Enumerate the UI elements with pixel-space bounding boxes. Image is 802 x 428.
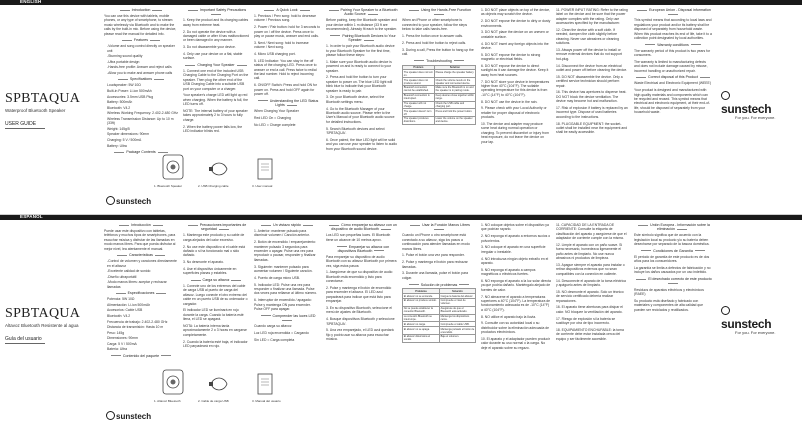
list-item: Bluetooth: V4.2: [107, 313, 131, 318]
usb-cable-icon: [208, 373, 230, 395]
list-item: Wireless Transmission Distance: Up to 10 m (33ft): [107, 116, 174, 126]
footer-brand-name: sunstech: [116, 412, 152, 421]
paragraph: 8. NO utilice el aparato bajo la lluvia.: [481, 314, 537, 319]
paragraph: 1. Mantenga este producto y su cable de carga alejados del calor excesivo.: [183, 233, 245, 242]
paragraph: 5. DO NOT expose the device to strong magnetic or electrical fields.: [481, 52, 541, 62]
list-item: Wireless Working Frequency: 2.402-2.480 GHz: [107, 111, 178, 116]
paragraph: 17. Risk of explosion if battery is replaced by an incorrect type. Dispose of used batteries according to the instructions.: [556, 106, 628, 119]
paragraph: 1. Keep the product and its charging cables away from extreme heat.: [183, 18, 249, 27]
brand-logo: [721, 303, 779, 331]
text-column: [183, 223, 249, 351]
paragraph: Para emparejar su dispositivo de audio Bluetooth con su altavoz Bluetooth por primera vez, siga estos pasos:: [326, 254, 397, 268]
paragraph: The warranty is limited to manufacturing defects and does not include damage caused by misuse, incorrect handling or unauthorized repair.: [634, 59, 708, 73]
section-heading: A Quick Look: [254, 8, 320, 12]
text-column: [556, 8, 628, 137]
list-item: Accesorios: Cable USB: [107, 308, 143, 313]
table-row: [403, 117, 476, 125]
paragraph: 8. DO NOT use the device in the rain.: [481, 99, 538, 104]
paragraph: 9. Consulte con su autoridad local o su distribuidor sobre la eliminación adecuada de productos electrónicos.: [481, 321, 550, 335]
language-bar: [0, 0, 802, 5]
paragraph: 3. Durante una llamada, pulse el botón para colgar.: [402, 271, 468, 280]
paragraph: 11. CAPACIDAD DE LA ENTRADA DE CORRIENTE: Consulte la etiqueta de clasificación del aparato y asegúrese de que el adaptador de corriente cumple con la misma.: [556, 223, 627, 241]
list-item: Frecuencia de trabajo: 2.402-2.480 GHz: [107, 319, 168, 324]
paragraph: 1. Make sure your Bluetooth audio device is powered on and is ready to connect to your speaker.: [326, 59, 392, 73]
table-cell: Compruebe el nivel de volumen.: [439, 299, 475, 307]
table-cell: Press and hold the power button.: [434, 109, 475, 117]
table-cell: Bluetooth connection cannot be established.: [403, 85, 435, 93]
paragraph: 3. On your Bluetooth device, select the Bluetooth settings menu.: [326, 95, 385, 104]
section-heading: Introducción: [104, 223, 178, 227]
text-column: [104, 223, 178, 360]
table-row: [403, 314, 476, 322]
paragraph: 6. Once paired, the blue LED light will be solid and you can use your speaker to listen to audio from your Bluetooth sound device.: [326, 137, 398, 151]
paragraph: Your speaker's charge LED will light up red when charging. When the battery is full, the LED turns off.: [183, 93, 249, 107]
list-item: -Ultra portable design: [107, 59, 140, 64]
paragraph: Waste Electrical and Electronic Equipment (WEEE): [634, 81, 711, 86]
paragraph: 6. Interruptor de encendido / apagado: Pulse y mantenga ON para encender. Pulse OFF para apagar.: [254, 298, 312, 311]
model-title: SPBTAQUA: [5, 306, 81, 321]
list-item: Weight: 145g/5: [107, 126, 130, 131]
table-cell: Make sure the Bluetooth is on and the speaker is in pairing mode.: [435, 86, 474, 93]
subsection-heading: Características: [104, 253, 178, 257]
paragraph: 7. DO NOT store your device in temperatures higher than 40°C (104°F). The suitable operating temperature for this device is from -10°C (14°F) to 40°C (104°F).: [481, 79, 550, 97]
sunstech-logo-icon: [721, 91, 730, 100]
paragraph: 2. DO NOT expose the device to dirty or dusty environments.: [481, 19, 551, 28]
paragraph: 2. Do not operate the device with a damaged cable or after it has malfunctioned or been damaged in any manner.: [183, 29, 249, 43]
text-column: [254, 223, 320, 344]
paragraph: 1. Pulse el botón una vez para responder.: [402, 253, 465, 258]
list-item: Loudspeaker: 5W 10Ω: [107, 83, 141, 88]
table-cell: El altavoz no se apaga.: [403, 327, 440, 335]
paragraph: 1. DO NOT place objects on top of the device, as objects may scratch the device.: [481, 8, 551, 17]
list-item: Battery: Ultra: [107, 143, 127, 148]
paragraph: 6. DO NOT expose the device to direct sunlight as it can damage the device. Keep it away from heat sources.: [481, 64, 549, 77]
table-cell: Mantenga los dispositivos cerca.: [439, 314, 475, 322]
brand-name: sunstech: [721, 102, 772, 116]
paragraph: 1. Previous / Prev song: hold to decrease volume / Previous song.: [254, 13, 317, 23]
brand-name: sunstech: [721, 317, 772, 331]
table-cell: Keep devices close together within range.: [435, 94, 475, 101]
paragraph: 3. NO coloque el aparato en una superficie irregular o inestable.: [481, 245, 546, 254]
paragraph: Sin LED = Carga completa: [254, 337, 295, 342]
table-cell: The speaker produces distortions.: [403, 117, 435, 125]
subsection-heading: Troubleshooting: [402, 59, 476, 63]
bullet-list: [104, 259, 178, 289]
paragraph: Cuando un iPhone u otro smartphone está conectado a su altavoz, siga los pasos a continuación para atender llamadas en modo manos libres.: [402, 233, 470, 251]
model-title: SPBTAQUA: [5, 91, 81, 106]
package-item-cable: 2. Cable de carga USB: [198, 399, 229, 403]
paragraph: Puede usar este dispositivo con tabletas, teléfonos y muchos tipos de smartphones, para escuchar música y disfrutar de las llamadas en modo manos libres. Para que pueda disfrutar al mejor nivel, lea atentamente el manual.: [104, 228, 176, 251]
bullet-list: [104, 44, 178, 75]
paragraph: 15. NO desmonte el aparato. Solo un técnico de servicio certificado debería realizar reparaciones.: [556, 289, 624, 303]
text-column: [481, 8, 551, 146]
paragraph: 4. NO introduzca ningún objeto extraño en el aparato.: [481, 256, 549, 266]
bullet-list: [104, 83, 178, 148]
table-row: [403, 85, 476, 93]
paragraph: Red LED On = Charging: [254, 115, 291, 120]
text-column: [183, 8, 249, 136]
paragraph: 1. Anterior: mantener pulsado para disminuir volumen / Canción anterior.: [254, 228, 310, 238]
list-item: Bluetooth: V4.2: [107, 105, 131, 110]
list-item: Charging: 5 V / 500mA: [107, 138, 142, 143]
paragraph: Before pairing, keep the Bluetooth speaker and your device within 1 m distance (33 ft are recommended). Already fit each to the speaker.: [326, 18, 398, 32]
model-subtitle: Altavoz Bluetooth Resistente al agua: [5, 323, 79, 328]
paragraph: 3. Do not disassemble your device.: [183, 45, 236, 50]
text-column: [254, 8, 320, 129]
paragraph: 1. Connect one end of the included USB Charging Cable to the Charging Port on the speaker. Then plug the other end of the USB Charging Cable into a suitable USB port on your computer or a charger.: [183, 69, 249, 91]
paragraph: 11. POWER INPUT RATING: Refer to the rating label on the device and be sure that the power adapter complies with the rating. Only use accessories specified by the manufacturer.: [556, 8, 628, 26]
troubleshooting-table: [402, 288, 476, 342]
table-cell: The speaker does not produce sound.: [403, 78, 435, 86]
list-item: -Stunning sound quality: [107, 54, 143, 59]
paragraph: 3. Siguiente: mantener pulsado para aumentar volumen / Siguiente canción.: [254, 264, 313, 273]
package-contents: [154, 152, 300, 192]
list-item: Carga: 5 V / 500mA: [107, 341, 137, 346]
list-item: Peso: 145g: [107, 330, 125, 335]
paragraph: Su producto está diseñado y fabricado con materiales y componentes de alta calidad que pueden ser reciclados y reutilizados.: [634, 298, 703, 312]
table-row: [403, 78, 476, 86]
brand-logo: [721, 88, 779, 116]
paragraph: 4. Use el dispositivo únicamente en superficies planas y estables.: [183, 266, 237, 276]
list-item: Battery: 500mAh: [107, 100, 133, 105]
paragraph: 18. PLUGGABLE EQUIPMENT: the socket-outlet shall be installed near the equipment and shall be easily accessible.: [556, 121, 628, 135]
list-item: -Volume and song control directly on speaker unit: [107, 44, 175, 53]
table-row: [403, 93, 476, 101]
paragraph: 4. Go to the Bluetooth Manager of your Bluetooth audio source. Please refer to the User's Manual of your Bluetooth audio source for detailed instructions.: [326, 106, 395, 124]
text-column: [634, 223, 712, 314]
table-cell: Please charge the speaker battery.: [434, 70, 475, 78]
paragraph: 15. DO NOT disassemble the device. Only a certified service technician should perform repair.: [556, 74, 623, 88]
paragraph: 10. El aparato y el adaptador pueden producir calor durante su uso normal o la carga. No deje el aparato sobre su regazo.: [481, 337, 550, 350]
subsection-heading: Correct disposal of this Product: [634, 75, 712, 79]
paragraph: Este símbolo significa que de acuerdo con la legislación local su producto y/o su batería deben desecharse por separado de la basura doméstica.: [634, 233, 710, 247]
guide-title: USER GUIDE: [5, 121, 37, 127]
table-row: [403, 334, 476, 342]
list-item: Potencia: 5W 10Ω: [107, 297, 135, 302]
paragraph: 4. Only use your device on a flat, stable surface.: [183, 51, 243, 61]
paragraph: 12. Clean the device with a soft cloth. If needed, dampen the cloth slightly before cleaning. Never use abrasives or cleaning solutions.: [556, 28, 619, 46]
paragraph: No LED = Charge complete: [254, 122, 296, 127]
sunstech-logo-icon: [106, 196, 115, 205]
paragraph: 14. Desconecte el aparato de la toma eléctrica y apáguelo antes de limpiarlo.: [556, 278, 626, 288]
package-item-manual: 3. Manual del usuario: [252, 399, 281, 403]
paragraph: 5. LED Indicator: You can stay in the off status of the charging LED. Press once to answer or end a call. Press twice to redial the last number. Hold to reject incoming call.: [254, 58, 317, 81]
paragraph: 6. NO exponga el aparato a la luz solar directa ya que podría dañarlo. Manténgalo alejado de fuentes de calor.: [481, 279, 551, 292]
paragraph: 2. Power / Pair button: hold for 3 seconds to power on / off the device. Press once to play or pause music, answer and end calls.: [254, 25, 320, 38]
brand-slogan: For you. For everyone.: [735, 330, 776, 335]
paragraph: 2. Pulse y mantenga el botón para rechazar llamadas.: [402, 260, 468, 269]
table-row: [403, 70, 476, 78]
package-item-cable: 2. USB Charging cable: [198, 184, 229, 188]
paragraph: 3. No desmonte el aparato.: [183, 260, 224, 265]
list-item: Batería: Ultra: [107, 347, 127, 352]
paragraph: 3. En su dispositivo Bluetooth, seleccione el menú de ajustes de Bluetooth.: [326, 306, 392, 315]
table-header: Solution: [434, 65, 475, 70]
package-contents: [154, 367, 300, 407]
list-item: -Hands-free profile: Answer and reject calls: [107, 65, 172, 70]
paragraph: 16. This device has apertures to disperse heat. DO NOT block the device ventilation. The device may become hot and malfunction.: [556, 90, 627, 104]
list-item: -Allow you to make and answer phone calls: [107, 71, 173, 76]
subsection-heading: Features: [104, 38, 178, 42]
table-row: [403, 109, 476, 117]
section-heading: Precauciones importantes de seguridad: [183, 223, 249, 232]
cover-panel: [0, 220, 100, 428]
sunstech-logo-icon: [106, 411, 115, 420]
paragraph: 4. Puerto de carga micro USB.: [254, 275, 300, 280]
paragraph: 10. The device and adapter may produce some heat during normal operation or charging. To prevent discomfort or injury from heat exposure, do not leave the device on your lap.: [481, 122, 549, 144]
subsection-heading: Contenido del paquete: [104, 354, 178, 358]
table-cell: El altavoz distorsiona el sonido.: [403, 334, 440, 342]
package-item-manual: 3. User manual: [252, 184, 273, 188]
paragraph: 1. In order to pair your Bluetooth audio device to your Bluetooth Speaker for the first time, please follow these steps:: [326, 44, 395, 58]
paragraph: 5. Una vez emparejado, el LED azul quedará fijo y podrá usar su altavoz para escuchar música.: [326, 328, 394, 342]
list-item: Dimensiones: 90mm: [107, 336, 138, 341]
table-header: Solución: [439, 289, 475, 294]
table-cell: Lower the volume on the speaker and device.: [434, 117, 475, 125]
section-heading: Cómo emparejar su altavoz con un dispositivo de audio Bluetooth: [326, 223, 398, 232]
list-item: Speaker dimensions: 90mm: [107, 132, 150, 137]
subsection-heading: Especificaciones: [104, 291, 178, 295]
paragraph: 2. Press and hold the button to turn your speaker to power on. The blue LED light will blink blue to indicate that your Bluetooth speaker is ready to pair.: [326, 75, 393, 93]
section-heading: Important Safety Precautions: [183, 8, 249, 17]
table-row: [403, 306, 476, 314]
table-cell: Cargue la batería del altavoz.: [439, 294, 475, 299]
paragraph: 2. When the battery power falls low, the LED indicator blinks red.: [183, 124, 243, 134]
paragraph: 13. Always power off the device to install or remove external devices that do not support hot-plug.: [556, 48, 622, 61]
table-cell: La conexión Bluetooth se interrumpe.: [403, 314, 440, 322]
table-cell: Compruebe el cable USB.: [439, 322, 475, 327]
text-column: [326, 223, 398, 344]
footer-brand: [106, 196, 151, 206]
table-cell: The speaker does not turn on.: [403, 70, 433, 77]
subsection-heading: Warranty conditions: [634, 43, 712, 47]
list-item: -Diseño ultraportátil: [107, 274, 137, 279]
user-manual-icon: [256, 372, 274, 396]
list-item: -Excelente calidad de sonido: [107, 269, 151, 274]
paragraph: When an iPhone or other smartphone is connected to your speaker, follow the steps below to take calls hands-free.: [402, 18, 468, 32]
paragraph: Cuando carga su altavoz: [254, 324, 292, 329]
table-cell: El altavoz no produce sonido.: [403, 299, 440, 307]
paragraph: 2. Pulse y mantenga el botón de encendido para encender el altavoz. El LED azul parpadeará para indicar que está listo para emparejar.: [326, 286, 392, 304]
package-item-speaker: 1. Altavoz Bluetooth: [154, 399, 181, 403]
table-cell: The speaker doesn't turn off.: [403, 109, 435, 117]
section-heading: Un vistazo rápido: [254, 223, 320, 227]
model-subtitle: Waterproof Bluetooth Speaker: [5, 108, 66, 113]
cover-brand: [721, 88, 779, 120]
paragraph: Luz LED roja encendida = Cargando: [254, 330, 309, 335]
subsection-heading: Specifications: [104, 77, 178, 81]
table-row: [403, 299, 476, 307]
section-heading: Introduction: [104, 8, 178, 12]
cover-rule: [5, 128, 45, 129]
speaker-icon: [160, 367, 186, 397]
paragraph: La garantía se limita a defectos de fabricación y no incluye los daños causados por un uso indebido.: [634, 266, 711, 275]
text-column: [402, 223, 476, 343]
paragraph: 2. Botón de encendido / emparejamiento: mantener pulsado 3 segundos para encender o apagar. Pulse una vez para reproducir o pausar, responder y finalizar llamadas.: [254, 240, 317, 262]
list-item: Built-in Power: Li-ion 500mAh: [107, 88, 152, 93]
subsection-heading: Charging Your Speaker: [183, 63, 249, 67]
paragraph: 4. Busque dispositivos Bluetooth y seleccione 'SPBTAQUA'.: [326, 317, 395, 326]
paragraph: NOTA: La batería interna tarda aproximadamente 2 o 3 horas en cargarse completamente.: [183, 324, 247, 337]
list-item: Alimentación: Li-ion 500mAh: [107, 302, 151, 307]
cover-brand: [721, 303, 779, 335]
list-item: -Modo manos libres: aceptar y rechazar llamadas: [107, 280, 167, 289]
cover-rule: [5, 343, 45, 344]
paragraph: 4. DO NOT insert any foreign objects into the device.: [481, 41, 549, 51]
paragraph: 1. Press the button once to answer calls.: [402, 33, 464, 38]
subsection-heading: European Union - Disposal information: [634, 8, 712, 17]
table-cell: El altavoz no carga.: [403, 322, 440, 327]
table-row: [403, 101, 476, 109]
paragraph: This symbol means that according to local laws and regulations your product and/or its battery shall be disposed of separately from household waste. When this product reaches its end of life, take it to a collection point designated by local authorities.: [634, 18, 712, 40]
language-label: ENGLISH: [20, 0, 42, 4]
text-column: [402, 8, 476, 125]
paragraph: 12. Limpie el aparato con un paño suave. Si fuera necesario, humedezca ligeramente el paño antes de limpiarlo. No use nunca abrasivos ni productos de limpieza.: [556, 243, 623, 261]
table-cell: Bluetooth connection is interrupted.: [403, 93, 435, 101]
table-cell: Check the volume levels on the speaker and connected device.: [434, 78, 475, 86]
paragraph: 16. El aparato tiene aberturas para disipar el calor. NO bloquee la ventilación del aparato.: [556, 305, 623, 314]
subsection-heading: Understanding the LED Status Lights: [254, 99, 320, 108]
paragraph: El indicador LED se iluminará en rojo durante la carga. Cuando la batería esté llena, el LED se apagará.: [183, 308, 244, 322]
paragraph: 6. ON/OFF Switch: Press and hold ON for power on. Press and hold OFF again for power off.: [254, 83, 317, 96]
paragraph: Los LED son pequeñas luces. El Bluetooth tiene un alcance de 10 metros aprox.: [326, 233, 391, 242]
cover-panel: [0, 5, 100, 214]
table-cell: No se puede establecer la conexión Bluetooth.: [403, 306, 440, 314]
list-item: -Control de volumen y canciones directamente en el altavoz: [107, 259, 177, 268]
paragraph: When Charging Your Speaker: [254, 109, 299, 114]
brand-slogan: For you. For everyone.: [735, 115, 776, 120]
footer-brand: [106, 411, 151, 421]
text-column: [481, 223, 551, 353]
list-item: Distancia de transmisión: Hasta 10 m: [107, 325, 164, 330]
subsection-heading: Condiciones de Garantía: [634, 249, 712, 253]
subsection-heading: Solución de problemas: [402, 283, 476, 287]
paragraph: 2. No use este dispositivo si el cable está dañado o si ha funcionado mal o sido dañado.: [183, 244, 246, 258]
language-label: ESPAÑOL: [20, 214, 43, 219]
user-manual-icon: [256, 157, 274, 181]
table-cell: El altavoz no se enciende.: [403, 294, 440, 299]
paragraph: 3. During a call, Press the button to hang up the call.: [402, 47, 474, 56]
footer-brand-name: sunstech: [116, 197, 152, 206]
paragraph: 1. Conecte uno de los extremos del cable de carga USB al puerto de carga del altavoz. Luego conecte el otro extremo del cable en un puerto USB de su ordenador o cargador.: [183, 284, 248, 306]
paragraph: 5. Indicador LED: Pulse una vez para responder o finalizar una llamada. Pulse dos veces para rellamar al último número.: [254, 282, 318, 296]
subsection-heading: Emparejar su altavoz con dispositivos Bluetooth: [326, 245, 398, 254]
text-column: [556, 223, 628, 343]
usb-cable-icon: [208, 158, 230, 180]
table-cell: Check the USB cable and charging port.: [434, 101, 475, 109]
table-cell: Mantenga pulsado el botón de encendido.: [440, 327, 475, 334]
paragraph: 4. Micro USB charging port.: [254, 51, 296, 56]
table-cell: The speaker will not charge.: [403, 101, 435, 109]
paragraph: 5. Search Bluetooth devices and select 'SPBTAQUA'.: [326, 126, 385, 136]
manual-sheet-spanish: [0, 214, 802, 428]
text-column: [634, 8, 712, 117]
paragraph: 9. Please check with your Local Authority or retailer for proper disposal of electronic products.: [481, 106, 547, 120]
section-heading: Using the Hands-Free Function: [402, 8, 476, 17]
subsection-heading: Pairing Bluetooth Devices to Your Speaker: [326, 34, 398, 43]
paragraph: 14. Disconnect the device from an electrical outlet and power off before cleaning the device.: [556, 63, 628, 73]
text-column: [104, 8, 178, 156]
sunstech-logo-icon: [721, 306, 730, 315]
paragraph: Your product is designed and manufactured with high quality materials and components which can be recycled and reused. This symbol means that electrical and electronic equipment, at their end-of-life, should be disposed of separately from your household waste.: [634, 88, 711, 115]
speaker-icon: [160, 152, 186, 182]
text-column: [326, 8, 398, 154]
paragraph: 18. EQUIPAMIENTO ENCHUFABLE: la toma de corriente debe estar instalada cerca del equipo y ser fácilmente accesible.: [556, 327, 624, 341]
paragraph: 2. Cuando la batería esté baja, el indicador LED parpadeará en rojo.: [183, 339, 248, 349]
subsection-heading: Comprender las luces LED: [254, 314, 320, 323]
table-cell: Baje el volumen.: [439, 334, 475, 342]
paragraph: 1. Asegúrese de que su dispositivo de audio Bluetooth está encendido y listo para conectarse.: [326, 270, 393, 284]
paragraph: 2. Press and hold the button to reject calls.: [402, 40, 467, 45]
paragraph: The warranty period of this product is two years for consumers.: [634, 48, 711, 58]
table-header: Problema: [403, 289, 440, 294]
table-row: [403, 327, 476, 335]
paragraph: NOTE: The internal battery of your speaker takes approximately 2 to 3 hours to fully charge.: [183, 109, 248, 122]
paragraph: 3. Next / Next song: hold to increase volume / Next song.: [254, 40, 309, 50]
paragraph: El periodo de garantía de este producto es de dos años para los consumidores.: [634, 254, 710, 264]
package-item-speaker: 1. Bluetooth Speaker: [154, 184, 183, 188]
subsection-heading: El desechado correcto de este producto: [634, 277, 712, 286]
troubleshooting-table: [402, 65, 476, 125]
list-item: Accessories: 3.5mm USB Plug: [107, 94, 154, 99]
subsection-heading: Package Contents: [104, 150, 178, 154]
table-header: Problem: [403, 65, 435, 70]
section-heading: Pairing Your Speaker to a Bluetooth Audio Source: [326, 8, 398, 17]
paragraph: 7. NO almacene el aparato a temperaturas superiores a 40°C (104°F). La temperatura de funcionamiento adecuada es de -10°C (14°F) a 40°C (104°F).: [481, 294, 551, 312]
table-cell: Asegúrese de que el Bluetooth está activado.: [439, 306, 475, 314]
paragraph: 2. NO exponga el aparato a entornos sucios o polvorientos.: [481, 234, 551, 243]
subsection-heading: Unión Europea - Información sobre la eliminación: [634, 223, 712, 232]
paragraph: Residuos de aparatos eléctricos y electrónicos (RAEE): [634, 287, 704, 296]
paragraph: You can use this device with tablets, mobile phones, or any type of smartphone, to stream music wirelessly via Bluetooth and to make the calls by the built-in mic. Before using the device, please read the manual for detailed info.: [104, 13, 177, 36]
guide-title: Guía del usuario: [5, 336, 42, 342]
paragraph: 1. NO coloque objetos sobre el dispositivo ya que podrían rayarlo.: [481, 223, 549, 232]
paragraph: 3. DO NOT place the device on an uneven or unstable surface.: [481, 30, 549, 39]
paragraph: 17. Riesgo de explosión si la batería se sustituye por otra de tipo incorrecto.: [556, 316, 616, 326]
bullet-list: [104, 297, 178, 352]
paragraph: 13. Apague siempre el aparato para instalar o retirar dispositivos externos que no sean compatibles con la conexión en caliente.: [556, 263, 625, 276]
paragraph: 5. NO exponga el aparato a campos magnéticos o eléctricos fuertes.: [481, 267, 536, 277]
section-heading: Usar la Función Manos Libres: [402, 223, 476, 232]
language-bar: [0, 215, 802, 220]
subsection-heading: Carga su altavoz: [183, 278, 249, 282]
